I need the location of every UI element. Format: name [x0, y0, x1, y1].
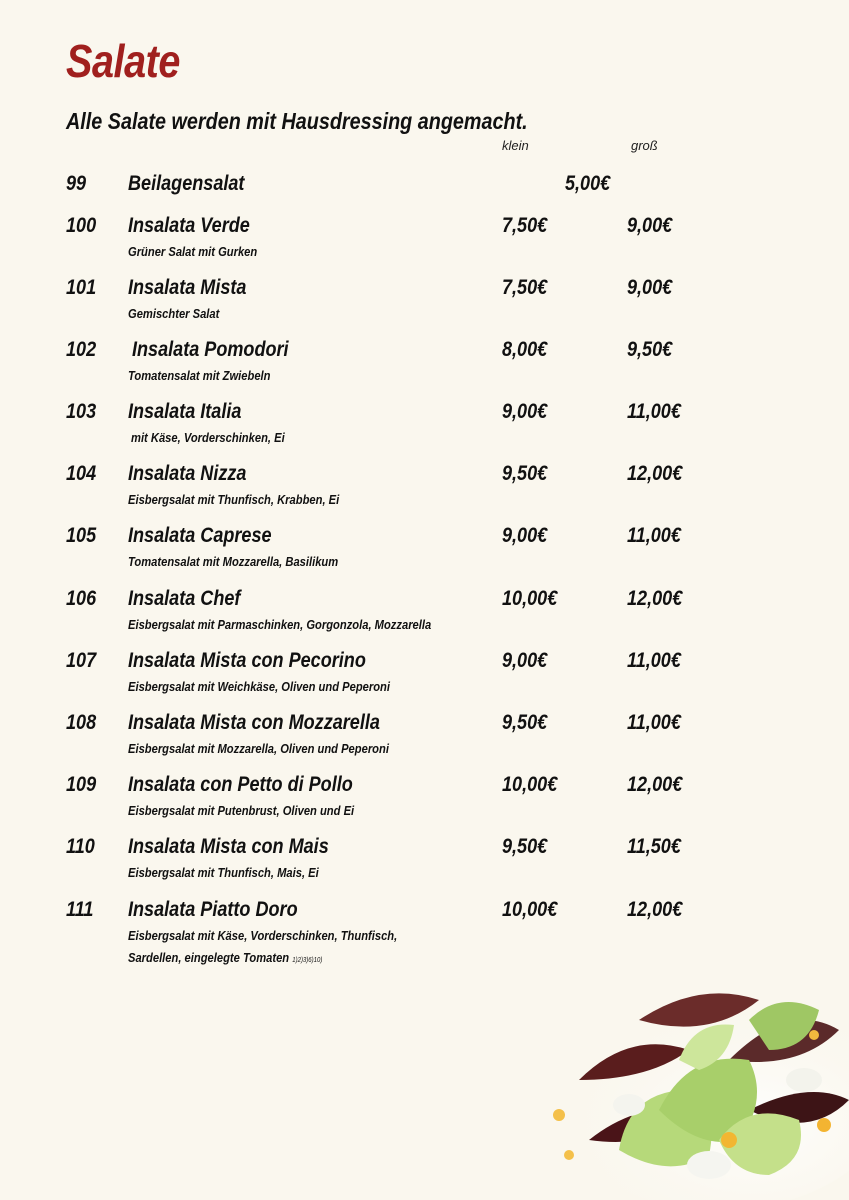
item-price-small: 10,00€ [502, 587, 558, 610]
item-price-small: 8,00€ [502, 338, 548, 361]
item-price-large: 11,00€ [627, 711, 681, 734]
item-price-small: 9,50€ [502, 711, 548, 734]
item-name: Insalata Mista [128, 276, 247, 299]
item-number: 105 [66, 524, 97, 547]
item-name: Insalata Mista con Pecorino [128, 649, 366, 672]
item-name: Insalata Caprese [128, 524, 272, 547]
item-price-large: 11,50€ [627, 835, 681, 858]
item-name: Insalata Nizza [128, 462, 247, 485]
item-description: Eisbergsalat mit Putenbrust, Oliven und Ei [128, 803, 355, 818]
item-description: Eisbergsalat mit Weichkäse, Oliven und Peperoni [128, 679, 390, 694]
item-name: Insalata Verde [128, 214, 250, 237]
allergen-note: 1)2)3)6)10) [292, 957, 323, 964]
item-price-large: 12,00€ [627, 773, 683, 796]
item-name: Insalata Italia [128, 400, 242, 423]
item-price-large: 11,00€ [627, 400, 681, 423]
item-number: 101 [66, 276, 97, 299]
item-description: Eisbergsalat mit Mozzarella, Oliven und Peperoni [128, 741, 389, 756]
salad-photo-icon [519, 940, 849, 1200]
item-price-large: 11,00€ [627, 524, 681, 547]
item-price-small: 9,00€ [502, 649, 548, 672]
item-description: Eisbergsalat mit Käse, Vorderschinken, Thunfisch, [128, 928, 398, 943]
item-price-small: 9,50€ [502, 462, 548, 485]
item-number: 108 [66, 711, 97, 734]
item-name: Insalata Mista con Mozzarella [128, 711, 380, 734]
item-description: Eisbergsalat mit Parmaschinken, Gorgonzola, Mozzarella [128, 617, 432, 632]
item-price-large: 12,00€ [627, 898, 683, 921]
item-name: Insalata Piatto Doro [128, 898, 298, 921]
item-price-large: 11,00€ [627, 649, 681, 672]
item-description: Tomatensalat mit Mozzarella, Basilikum [128, 554, 339, 569]
item-price: 5,00€ [565, 172, 611, 195]
column-header-small: klein [502, 138, 529, 153]
item-price-small: 9,00€ [502, 524, 548, 547]
item-description: Eisbergsalat mit Thunfisch, Mais, Ei [128, 865, 319, 880]
item-name: Beilagensalat [128, 172, 245, 195]
item-description: Eisbergsalat mit Thunfisch, Krabben, Ei [128, 492, 340, 507]
item-price-small: 7,50€ [502, 214, 548, 237]
item-price-small: 9,50€ [502, 835, 548, 858]
item-number: 104 [66, 462, 97, 485]
item-price-small: 9,00€ [502, 400, 548, 423]
item-number: 109 [66, 773, 97, 796]
item-price-large: 12,00€ [627, 587, 683, 610]
item-description: mit Käse, Vorderschinken, Ei [131, 430, 285, 445]
item-number: 106 [66, 587, 97, 610]
item-number: 100 [66, 214, 97, 237]
item-price-small: 10,00€ [502, 773, 558, 796]
item-name: Insalata Chef [128, 587, 241, 610]
item-number: 103 [66, 400, 97, 423]
item-number: 110 [66, 835, 95, 858]
item-name: Insalata con Petto di Pollo [128, 773, 353, 796]
column-header-large: groß [631, 138, 658, 153]
item-price-large: 9,00€ [627, 276, 673, 299]
item-price-small: 7,50€ [502, 276, 548, 299]
item-number: 102 [66, 338, 97, 361]
item-number: 107 [66, 649, 97, 672]
item-price-small: 10,00€ [502, 898, 558, 921]
item-price-large: 9,00€ [627, 214, 673, 237]
item-price-large: 9,50€ [627, 338, 673, 361]
item-number: 111 [66, 898, 94, 921]
item-description: Tomatensalat mit Zwiebeln [128, 368, 271, 383]
item-description-line2: Sardellen, eingelegte Tomaten 1)2)3)6)10) [128, 950, 323, 965]
item-name: Insalata Mista con Mais [128, 835, 329, 858]
item-description: Grüner Salat mit Gurken [128, 244, 258, 259]
page-subtitle: Alle Salate werden mit Hausdressing angemacht. [66, 108, 528, 134]
item-description: Gemischter Salat [128, 306, 220, 321]
item-price-large: 12,00€ [627, 462, 683, 485]
page-title: Salate [66, 35, 180, 87]
item-number: 99 [66, 172, 87, 195]
item-name: Insalata Pomodori [132, 338, 289, 361]
